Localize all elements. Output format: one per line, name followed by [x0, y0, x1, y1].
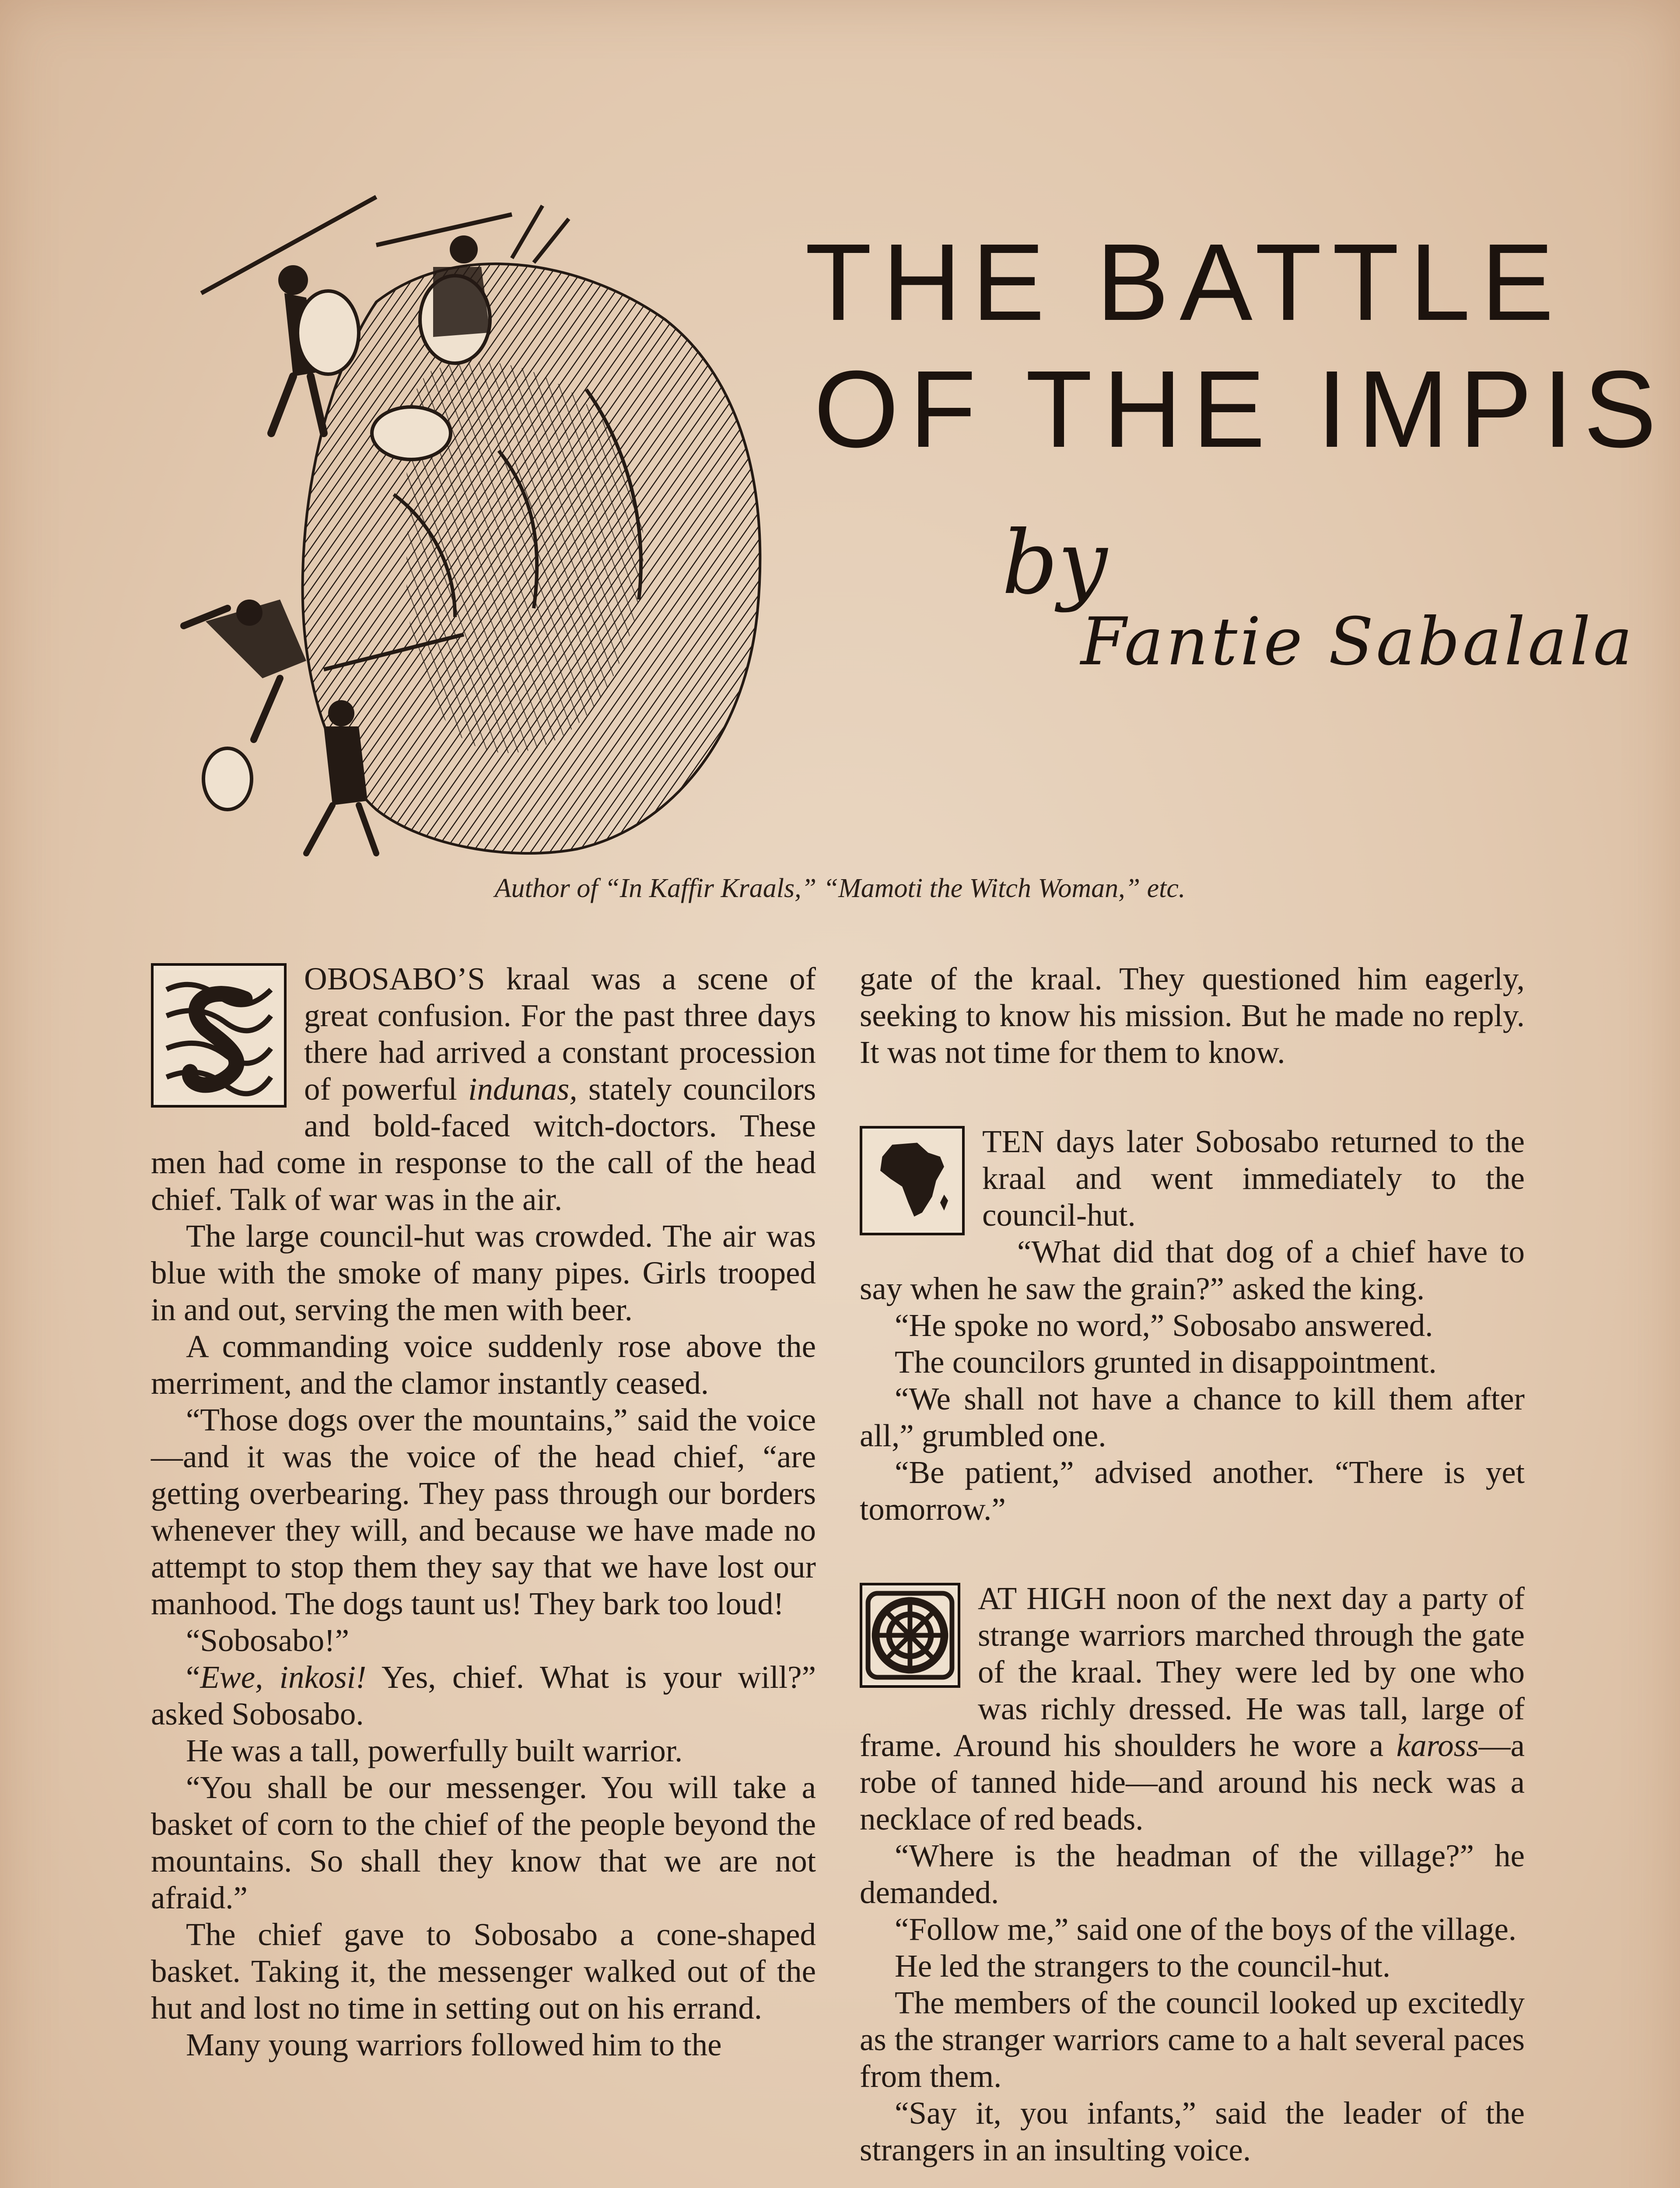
- paragraph-18-term: kaross: [1396, 1728, 1479, 1763]
- paragraph-1-term: indunas,: [468, 1071, 578, 1107]
- paragraph-14: “He spoke no word,” Sobosabo answered.: [895, 1308, 1433, 1343]
- paragraph-7: He was a tall, powerfully built warrior.: [186, 1733, 683, 1768]
- paragraph-17: “Be patient,” advised another. “There is yet tomorrow.”: [860, 1455, 1525, 1527]
- paragraph-21: He led the strangers to the council-hut.: [895, 1948, 1391, 1984]
- paragraph-12-text: TEN days later Sobosabo returned to the kraal and went immediately to the council-hut.: [982, 1124, 1525, 1233]
- left-column: [151, 961, 816, 2063]
- paragraph-4: “Those dogs over the mountains,” said the voice—and it was the voice of the head chief, “are getting overbearing. They pass through our borders whenever they will, and because we have made no attempt to stop them they say that we have lost our manhood. The dogs taunt us! They bark too loud!: [151, 1402, 816, 1621]
- paragraph-20: “Follow me,” said one of the boys of the village.: [895, 1911, 1517, 1947]
- paragraph-3: A commanding voice suddenly rose above the merriment, and the clamor instantly ceased.: [151, 1329, 816, 1401]
- paragraph-1: [151, 961, 816, 1218]
- paragraph-16: “We shall not have a chance to kill them after all,” grumbled one.: [860, 1381, 1525, 1453]
- paragraph-13: “What did that dog of a chief have to say when he saw the grain?” asked the king.: [860, 1234, 1525, 1306]
- paragraph-12: [860, 1123, 1525, 1234]
- paragraph-23: “Say it, you infants,” said the leader of the strangers in an insulting voice.: [860, 2095, 1525, 2167]
- title-line-2: OF THE IMPIS: [814, 348, 1667, 470]
- celtic-knot-icon: [860, 1583, 960, 1688]
- paragraph-6-end: Yes, chief. What is your will?” asked Sobosabo.: [151, 1659, 816, 1732]
- story-title: [805, 219, 1667, 473]
- paragraph-5: “Sobosabo!”: [186, 1623, 350, 1658]
- author-name: Fantie Sabalala: [1081, 604, 1635, 680]
- warriors-on-cliff-illustration: [149, 188, 779, 862]
- paragraph-6-open: “: [186, 1659, 200, 1695]
- paragraph-1-end: stately councilors and bold-faced witch-doctors. These men had come in response to the call of the head chief. Talk of war was in the air.: [151, 1071, 816, 1217]
- paragraph-8: “You shall be our messenger. You will take a basket of corn to the chief of the people beyond the mountains. So shall they know that we are not afraid.”: [151, 1770, 816, 1915]
- paragraph-18-end: —a robe of tanned hide—and around his neck was a necklace of red beads.: [860, 1728, 1525, 1837]
- paragraph-10: Many young warriors followed him to the: [186, 2027, 722, 2062]
- paragraph-9: The chief gave to Sobosabo a cone-shaped basket. Taking it, the messenger walked out of the hut and lost no time in setting out on his errand.: [151, 1917, 816, 2026]
- africa-map-icon: [860, 1126, 965, 1235]
- title-line-1: THE BATTLE: [805, 221, 1564, 343]
- byline: [1002, 512, 1635, 696]
- ornamental-letter-s-icon: [151, 963, 287, 1108]
- paragraph-11: gate of the kraal. They questioned him eagerly, seeking to know his mission. But he made no reply. It was not time for them to know.: [860, 961, 1525, 1070]
- paragraph-18-text: AT HIGH noon of the next day a party of strange warriors marched through the gate of the kraal. They were led by one who was richly dressed. He was tall, large of frame. Around his shoulders he wore a: [860, 1581, 1525, 1763]
- paragraph-18: [860, 1580, 1525, 1837]
- paragraph-6: [151, 1659, 816, 1732]
- paragraph-6-term: Ewe, inkosi!: [200, 1659, 367, 1695]
- paragraph-22: The members of the council looked up excitedly as the stranger warriors came to a halt several paces from them.: [860, 1985, 1525, 2094]
- byline-by: by: [1002, 512, 1108, 614]
- author-credits: Author of “In Kaffir Kraals,” “Mamoti the Witch Woman,” etc.: [494, 873, 1186, 903]
- paragraph-2: The large council-hut was crowded. The air was blue with the smoke of many pipes. Girls trooped in and out, serving the men with beer.: [151, 1218, 816, 1327]
- paragraph-19: “Where is the headman of the village?” he demanded.: [860, 1838, 1525, 1910]
- right-column: [860, 961, 1525, 2168]
- paragraph-1-text: OBOSABO’S kraal was a scene of great confusion. For the past three days there had arrived a constant procession of powerful: [304, 961, 816, 1107]
- paragraph-15: The councilors grunted in disappointment.: [895, 1344, 1437, 1380]
